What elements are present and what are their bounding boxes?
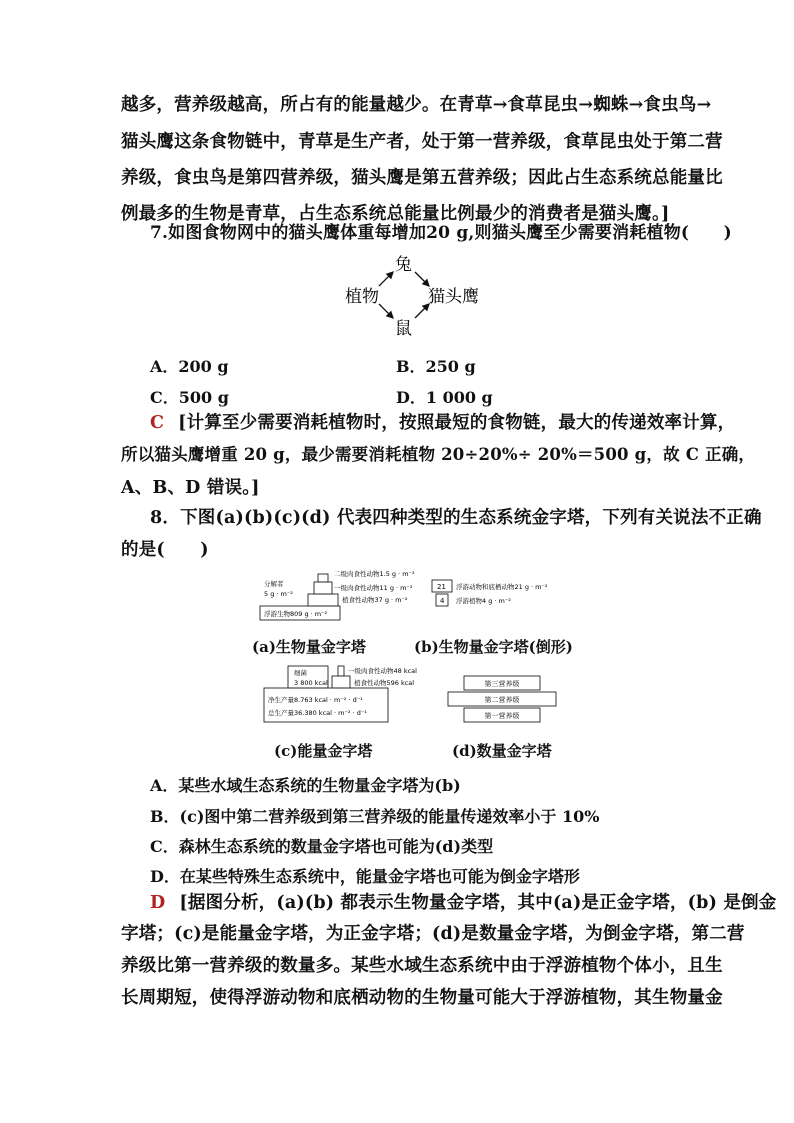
pyramid-d-level1: 第一营养级 — [484, 712, 520, 720]
pyramid-c-decomposer: 细菌 — [294, 669, 307, 677]
pyramid-c-level1-label: 植食性动物596 kcal — [354, 679, 415, 687]
web-node-left: 植物 — [345, 287, 379, 307]
text-line: 的是( ) — [121, 540, 209, 560]
pyramid-a-level1-label: 植食性动物37 g · m⁻² — [342, 596, 408, 604]
q7-option-c: C．500 g — [150, 388, 229, 407]
caption-c: (c)能量金字塔 — [274, 742, 373, 760]
pyramid-b-top-label: 浮游动物和底栖动物21 g · m⁻² — [456, 583, 548, 591]
q7-answer: C — [150, 413, 165, 433]
pyramid-a-level2-label: 一级肉食性动物11 g · m⁻² — [334, 584, 413, 592]
q7-explanation: C [计算至少需要消耗植物时，按照最短的食物链，最大的传递效率计算， — [150, 413, 736, 433]
web-node-top: 兔 — [395, 255, 412, 275]
text-line: 猫头鹰这条食物链中，青草是生产者，处于第一营养级，食草昆虫处于第二营 — [121, 132, 723, 152]
text-line: 字塔；(c)是能量金字塔，为正金字塔；(d)是数量金字塔，为倒金字塔，第二营 — [121, 924, 745, 944]
web-arrow — [379, 272, 393, 286]
q8-option-c: C．森林生态系统的数量金字塔也可能为(d)类型 — [150, 837, 494, 856]
caption-d: (d)数量金字塔 — [452, 742, 552, 760]
web-node-bottom: 鼠 — [395, 319, 412, 339]
q8-answer: D — [150, 893, 166, 913]
pyramid-c-decomposer-value: 3 800 kcal — [294, 679, 328, 687]
food-web-diagram — [335, 252, 505, 342]
question-7-stem: 7.如图食物网中的猫头鹰体重每增加20 g,则猫头鹰至少需要消耗植物( ) — [150, 223, 732, 243]
text-line: A、B、D 错误。] — [121, 478, 260, 498]
text-line: 例最多的生物是青草，占生态系统总能量比例最少的消费者是猫头鹰。] — [121, 204, 670, 224]
pyramid-d-level3: 第三营养级 — [484, 680, 520, 688]
pyramid-d-level2: 第二营养级 — [484, 696, 520, 704]
q7-option-d: D．1 000 g — [396, 388, 493, 407]
web-arrow — [415, 304, 429, 318]
text-line: 越多，营养级越高，所占有的能量越少。在青草→食草昆虫→蜘蛛→食虫鸟→ — [121, 95, 712, 115]
pyramid-c-gross-production: 总生产量36.380 kcal · m⁻² · d⁻¹ — [268, 709, 367, 717]
pyramid-a — [258, 568, 428, 624]
text-line: 养级，食虫鸟是第四营养级，猫头鹰是第五营养级；因此占生态系统总能量比 — [121, 168, 723, 188]
caption-b: (b)生物量金字塔(倒形) — [414, 638, 573, 656]
web-arrow — [415, 272, 429, 286]
q7-option-b: B．250 g — [396, 357, 476, 376]
pyramid-c — [262, 664, 434, 726]
pyramid-b-bottom-label: 浮游植物4 g · m⁻² — [456, 597, 511, 605]
q8-option-a: A．某些水域生态系统的生物量金字塔为(b) — [150, 776, 461, 795]
q8-explanation: D [据图分析，(a)(b) 都表示生物量金字塔，其中(a)是正金字塔，(b) 是倒金 — [150, 893, 777, 913]
pyramid-a-decomposer-value: 5 g · m⁻² — [264, 590, 293, 598]
pyramid-d — [446, 674, 558, 726]
web-arrow — [379, 304, 393, 318]
question-8-stem: 8．下图(a)(b)(c)(d) 代表四种类型的生态系统金字塔，下列有关说法不正确 — [150, 508, 762, 528]
pyramid-a-decomposer: 分解者 — [264, 580, 284, 588]
text-line: 所以猫头鹰增重 20 g，最少需要消耗植物 20÷20%÷ 20%＝500 g，故 C 正确， — [121, 445, 756, 464]
q8-option-d: D．在某些特殊生态系统中，能量金字塔也可能为倒金字塔形 — [150, 867, 580, 886]
pyramid-a-base-label: 浮游生物809 g · m⁻² — [264, 610, 328, 618]
q8-option-b: B．(c)图中第二营养级到第三营养级的能量传递效率小于 10% — [150, 807, 600, 826]
pyramid-a-level3-label: 二级肉食性动物1.5 g · m⁻² — [334, 570, 415, 578]
pyramid-b — [430, 578, 570, 612]
caption-a: (a)生物量金字塔 — [252, 638, 366, 656]
pyramid-c-net-production: 净生产量8.763 kcal · m⁻² · d⁻¹ — [268, 696, 363, 704]
text-line: 养级比第一营养级的数量多。某些水域生态系统中由于浮游植物个体小，且生 — [121, 956, 723, 976]
pyramid-b-bottom-number: 4 — [440, 597, 445, 605]
web-node-right: 猫头鹰 — [428, 287, 479, 307]
q7-option-a: A．200 g — [150, 357, 229, 376]
text-line: 长周期短，使得浮游动物和底栖动物的生物量可能大于浮游植物，其生物量金 — [121, 988, 723, 1008]
pyramid-c-level2-label: 一级肉食性动物48 kcal — [348, 667, 417, 675]
pyramid-b-top-number: 21 — [437, 583, 446, 591]
